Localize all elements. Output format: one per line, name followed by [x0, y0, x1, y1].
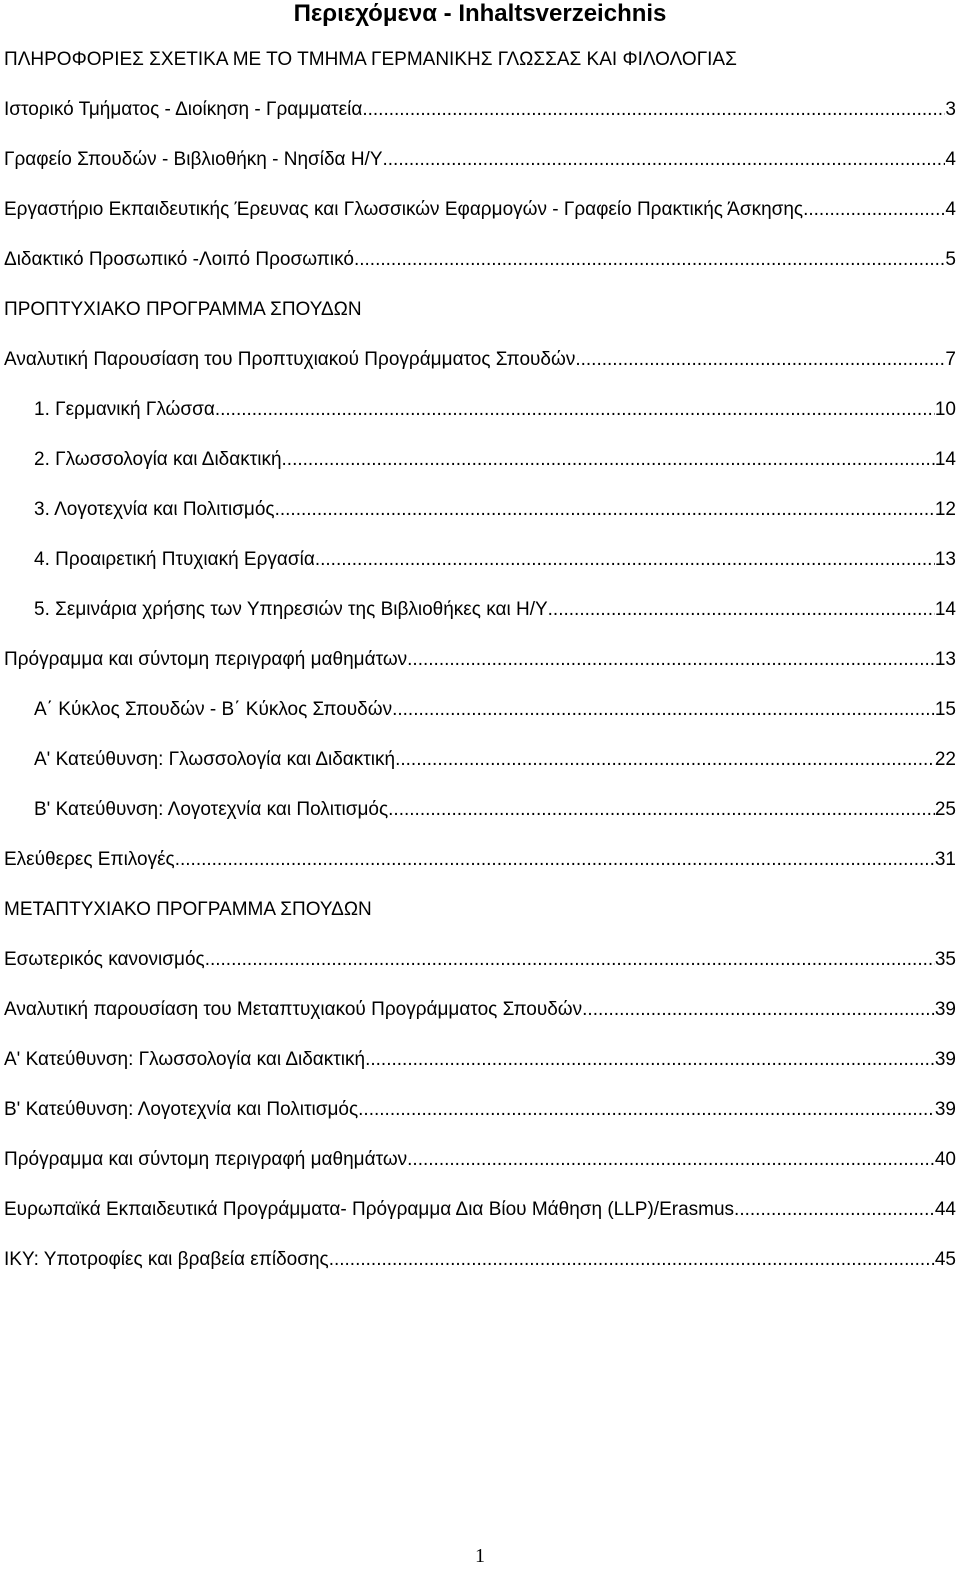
toc-entry[interactable]	[4, 647, 956, 673]
toc-entry-label: ΙΚΥ: Υποτροφίες και βραβεία επίδοσης	[4, 1249, 329, 1270]
toc-entry-label: 4. Προαιρετική Πτυχιακή Εργασία	[34, 549, 315, 570]
toc-entry-label: ΜΕΤΑΠΤΥΧΙΑΚΟ ΠΡΟΓΡΑΜΜΑ ΣΠΟΥΔΩΝ	[4, 899, 372, 920]
dot-leader	[395, 747, 935, 773]
toc-entry[interactable]	[4, 1247, 956, 1273]
toc-entry[interactable]	[4, 997, 956, 1023]
toc-row	[0, 1097, 960, 1147]
toc-entry-label: Ιστορικό Τμήματος - Διοίκηση - Γραμματεία	[4, 99, 363, 120]
toc-entry-label: Α' Κατεύθυνση: Γλωσσολογία και Διδακτική	[34, 749, 396, 770]
toc-entry-label: Β' Κατεύθυνση: Λογοτεχνία και Πολιτισμός	[4, 1099, 359, 1120]
toc-entry-page: 4	[945, 199, 956, 220]
toc-entry-page: 44	[934, 1199, 956, 1220]
dot-leader	[275, 497, 935, 523]
page-title: Περιεχόμενα - Inhaltsverzeichnis	[293, 0, 667, 27]
toc-entry-label: ΠΛΗΡΟΦΟΡΙΕΣ ΣΧΕΤΙΚΑ ΜΕ ΤΟ ΤΜΗΜΑ ΓΕΡΜΑΝΙΚΗΣ ΓΛΩΣΣΑΣ ΚΑΙ ΦΙΛΟΛΟΓΙΑΣ	[4, 49, 737, 70]
toc-entry[interactable]	[4, 1147, 956, 1173]
toc-row	[0, 847, 960, 897]
toc-entry[interactable]	[34, 497, 956, 523]
toc-row	[0, 497, 960, 547]
toc-row	[0, 647, 960, 697]
toc-entry-label: 3. Λογοτεχνία και Πολιτισμός	[34, 499, 275, 520]
dot-leader	[362, 97, 945, 123]
dot-leader	[407, 647, 935, 673]
toc-entry-page: 13	[934, 649, 956, 670]
dot-leader	[548, 597, 935, 623]
toc-entry[interactable]	[4, 897, 956, 923]
toc-row	[0, 447, 960, 497]
dot-leader	[803, 197, 945, 223]
dot-leader	[175, 847, 935, 873]
dot-leader	[407, 1147, 935, 1173]
toc-row	[0, 1197, 960, 1247]
toc-row	[0, 347, 960, 397]
toc-entry-page: 4	[945, 149, 956, 170]
toc-entry[interactable]	[4, 1047, 956, 1073]
dot-leader	[215, 397, 935, 423]
toc-row	[0, 47, 960, 97]
toc-entry-label: 1. Γερμανική Γλώσσα	[34, 399, 215, 420]
toc-entry-label: Αναλυτική παρουσίαση του Μεταπτυχιακού Προγράμματος Σπουδών	[4, 999, 583, 1020]
toc-entry[interactable]	[34, 797, 956, 823]
toc-entry[interactable]	[34, 547, 956, 573]
toc-entry[interactable]	[4, 247, 956, 273]
toc-entry-page: 5	[945, 249, 956, 270]
toc-entry[interactable]	[34, 747, 956, 773]
toc-row	[0, 897, 960, 947]
toc-row	[0, 1047, 960, 1097]
toc-row	[0, 247, 960, 297]
toc-entry-page: 45	[934, 1249, 956, 1270]
toc-entry-label: Εργαστήριο Εκπαιδευτικής Έρευνας και Γλωσσικών Εφαρμογών - Γραφείο Πρακτικής Άσκησης	[4, 199, 804, 220]
toc-entry[interactable]	[34, 397, 956, 423]
toc-entry[interactable]	[4, 197, 956, 223]
toc-row	[0, 297, 960, 347]
toc-entry-label: Β' Κατεύθυνση: Λογοτεχνία και Πολιτισμός	[34, 799, 389, 820]
dot-leader	[392, 697, 935, 723]
dot-leader	[329, 1247, 935, 1273]
toc-entry-page: 31	[934, 849, 956, 870]
toc-entry-page: 3	[945, 99, 956, 120]
toc-entry-page: 35	[934, 949, 956, 970]
toc-entry-page: 22	[934, 749, 956, 770]
dot-leader	[205, 947, 935, 973]
toc-entry-page: 39	[934, 999, 956, 1020]
toc-row	[0, 147, 960, 197]
toc-entry-page: 14	[934, 449, 956, 470]
toc-entry[interactable]	[34, 697, 956, 723]
toc-entry-label: Αναλυτική Παρουσίαση του Προπτυχιακού Προγράμματος Σπουδών	[4, 349, 576, 370]
toc-entry-label: Α΄ Κύκλος Σπουδών - Β΄ Κύκλος Σπουδών	[34, 699, 393, 720]
toc-row	[0, 947, 960, 997]
dot-leader	[282, 447, 935, 473]
toc-entry[interactable]	[4, 297, 956, 323]
toc-entry-page: 39	[934, 1049, 956, 1070]
toc-entry-label: Εσωτερικός κανονισμός	[4, 949, 205, 970]
toc-entry-page: 10	[934, 399, 956, 420]
toc-entry[interactable]	[4, 947, 956, 973]
toc-entry[interactable]	[34, 597, 956, 623]
dot-leader	[575, 347, 945, 373]
dot-leader	[582, 997, 935, 1023]
dot-leader	[315, 547, 935, 573]
toc-entry-label: Γραφείο Σπουδών - Βιβλιοθήκη - Νησίδα Η/Υ	[4, 149, 383, 170]
toc-entry-label: 5. Σεμινάρια χρήσης των Υπηρεσιών της Βιβλιοθήκες και Η/Υ	[34, 599, 548, 620]
dot-leader	[358, 1097, 935, 1123]
dot-leader	[383, 147, 946, 173]
toc-entry-label: Ελεύθερες Επιλογές	[4, 849, 175, 870]
toc-entry[interactable]	[4, 47, 956, 73]
toc-row	[0, 997, 960, 1047]
table-of-contents	[0, 47, 960, 1297]
toc-row	[0, 747, 960, 797]
toc-entry-page: 13	[934, 549, 956, 570]
toc-entry-page: 7	[945, 349, 956, 370]
toc-row	[0, 97, 960, 147]
toc-entry-label: Α' Κατεύθυνση: Γλωσσολογία και Διδακτική	[4, 1049, 366, 1070]
toc-row	[0, 397, 960, 447]
toc-entry-label: Πρόγραμμα και σύντομη περιγραφή μαθημάτων	[4, 1149, 408, 1170]
toc-entry[interactable]	[4, 1097, 956, 1123]
toc-entry[interactable]	[4, 347, 956, 373]
toc-entry-page: 39	[934, 1099, 956, 1120]
toc-entry-page: 14	[934, 599, 956, 620]
dot-leader	[734, 1197, 935, 1223]
toc-entry-label: 2. Γλωσσολογία και Διδακτική	[34, 449, 282, 470]
toc-entry-page: 40	[934, 1149, 956, 1170]
dot-leader	[388, 797, 935, 823]
dot-leader	[365, 1047, 935, 1073]
toc-entry[interactable]	[4, 847, 956, 873]
dot-leader	[354, 247, 945, 273]
toc-row	[0, 1247, 960, 1297]
toc-row	[0, 797, 960, 847]
toc-entry-label: Ευρωπαϊκά Εκπαιδευτικά Προγράμματα- Πρόγραμμα Δια Βίου Μάθηση (LLP)/Erasmus	[4, 1199, 735, 1220]
toc-row	[0, 697, 960, 747]
page-number: 1	[475, 1545, 485, 1567]
toc-entry-label: ΠΡΟΠΤΥΧΙΑΚΟ ΠΡΟΓΡΑΜΜΑ ΣΠΟΥΔΩΝ	[4, 299, 362, 320]
toc-entry[interactable]	[34, 447, 956, 473]
toc-entry[interactable]	[4, 147, 956, 173]
toc-row	[0, 597, 960, 647]
toc-row	[0, 1147, 960, 1197]
toc-entry[interactable]	[4, 1197, 956, 1223]
toc-entry-label: Διδακτικό Προσωπικό -Λοιπό Προσωπικό	[4, 249, 354, 270]
toc-row	[0, 547, 960, 597]
toc-entry-page: 15	[934, 699, 956, 720]
toc-row	[0, 197, 960, 247]
toc-entry-page: 12	[934, 499, 956, 520]
toc-entry-label: Πρόγραμμα και σύντομη περιγραφή μαθημάτων	[4, 649, 408, 670]
toc-entry[interactable]	[4, 97, 956, 123]
toc-entry-page: 25	[934, 799, 956, 820]
